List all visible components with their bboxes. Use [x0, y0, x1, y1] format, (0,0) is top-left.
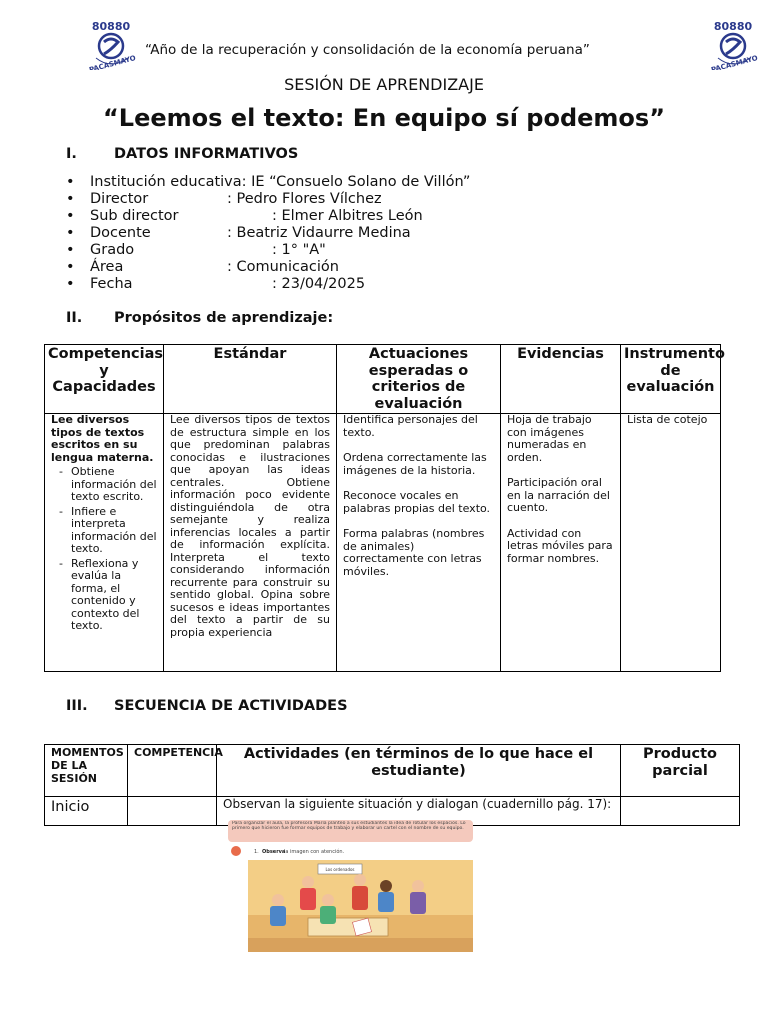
header-moments: MOMENTOS DE LA SESIÓN: [45, 745, 128, 797]
workbook-instruction: Para organizar el aula, la profesora María planteó a sus estudiantes la idea de rotular los espacios. Lo primero que hicieron fue formar equipos de trabajo y elaborar un cartel con el nombre de su equipo.: [232, 821, 466, 832]
standard-cell: Lee diversos tipos de textos de estructura simple en los que predominan palabras conocidas e ilustraciones que apoyan las ideas centrales. Obtiene información poco evidente distinguiéndola de otra semejante y realiza inferencias locales a partir de información explícita. Interpreta el texto considerando información recurrente para construir su sentido global. Opina sobre sucesos e ideas importantes del texto a partir de su propia experiencia: [164, 414, 337, 672]
instrument-cell: Lista de cotejo: [621, 414, 721, 672]
capacity-item: - Obtiene información del texto escrito.: [71, 466, 157, 504]
logo-city-text: PACASMAYO: [88, 53, 137, 70]
info-label: Institución educativa: IE “Consuelo Solano de Villón”: [90, 174, 471, 190]
criterion-item: Ordena correctamente las imágenes de la historia.: [343, 451, 487, 477]
info-item-date: [66, 276, 470, 293]
header-standard: Estándar: [164, 345, 337, 414]
info-value: : 23/04/2025: [272, 276, 366, 292]
info-value: : Comunicación: [227, 259, 339, 275]
table-header-row: [45, 345, 721, 414]
section-heading-sequence: [66, 698, 348, 714]
info-item-subdirector: [66, 208, 470, 225]
activity-cell: Observan la siguiente situación y dialogan (cuadernillo pág. 17):: [217, 797, 621, 826]
school-logo-right: [706, 16, 760, 70]
workbook-step-text: la imagen con atención.: [284, 849, 345, 855]
capacities-list: [51, 466, 157, 633]
info-label: Grado: [90, 242, 135, 258]
capacity-item: - Reflexiona y evalúa la forma, el contenido y contexto del texto.: [71, 558, 157, 633]
capacity-item: - Infiere e interpreta información del texto.: [71, 506, 157, 556]
competency-cell: [128, 797, 217, 826]
informative-data-list: [66, 174, 470, 293]
info-label: Sub director: [90, 208, 179, 224]
section-title: Propósitos de aprendizaje:: [114, 310, 334, 326]
evidence-item: Hoja de trabajo con imágenes numeradas en orden.: [507, 413, 592, 464]
info-value: : Elmer Albitres León: [272, 208, 423, 224]
logo-number-text: 80880: [713, 20, 753, 33]
learning-purposes-table: [44, 344, 725, 672]
session-label: SESIÓN DE APRENDIZAJE: [284, 75, 484, 94]
logo-city-text: PACASMAYO: [710, 53, 759, 70]
competency-cell: [45, 414, 164, 672]
section-heading-informative: [66, 146, 298, 162]
criteria-cell: [337, 414, 501, 672]
document-title: “Leemos el texto: En equipo sí podemos”: [103, 104, 665, 132]
info-item-grade: [66, 242, 470, 259]
info-item-teacher: [66, 225, 470, 242]
info-item-school: [66, 174, 470, 191]
section-title: SECUENCIA DE ACTIVIDADES: [114, 698, 348, 714]
section-title: DATOS INFORMATIVOS: [114, 146, 299, 162]
header-activities: Actividades (en términos de lo que hace el estudiante): [217, 745, 621, 797]
evidence-item: Actividad con letras móviles para formar nombres.: [507, 526, 613, 565]
criterion-item: Reconoce vocales en palabras propias del texto.: [343, 489, 491, 515]
header-partial-product: Producto parcial: [621, 745, 740, 797]
header-instrument: Instrumento de evaluación: [621, 345, 721, 414]
moment-cell: Inicio: [45, 797, 128, 826]
info-label: Director: [90, 191, 149, 207]
section-number: II.: [66, 310, 83, 326]
criterion-item: Forma palabras (nombres de animales) correctamente con letras móviles.: [343, 527, 485, 578]
workbook-step-bold: Observa: [262, 849, 286, 855]
section-number: I.: [66, 146, 77, 162]
evidences-cell: [501, 414, 621, 672]
evidence-item: Participación oral en la narración del cuento.: [507, 476, 610, 514]
criterion-item: Identifica personajes del texto.: [343, 413, 478, 439]
info-label: Área: [90, 259, 124, 275]
workbook-illustration: [228, 820, 473, 952]
workbook-step-number: 1.: [254, 849, 259, 855]
table-header-row: [45, 745, 740, 797]
product-cell: [621, 797, 740, 826]
header-competency: COMPETENCIA: [128, 745, 217, 797]
info-label: Fecha: [90, 276, 133, 292]
activity-sequence-table: [44, 744, 740, 826]
header-competencies: Competencias y Capacidades: [45, 345, 164, 414]
school-logo-left: [84, 16, 138, 70]
info-value: : 1° "A": [272, 242, 326, 258]
table-row: [45, 414, 721, 672]
section-heading-purposes: [66, 310, 333, 326]
info-value: : Pedro Flores Vílchez: [227, 191, 382, 207]
header-evidences: Evidencias: [501, 345, 621, 414]
section-number: III.: [66, 698, 88, 714]
competency-title: Lee diversos tipos de textos escritos en su lengua materna.: [51, 413, 154, 464]
year-motto: “Año de la recuperación y consolidación de la economía peruana”: [145, 42, 590, 58]
info-item-director: [66, 191, 470, 208]
logo-number-text: 80880: [91, 20, 131, 33]
info-label: Docente: [90, 225, 151, 241]
header-criteria: Actuaciones esperadas o criterios de evaluación: [337, 345, 501, 414]
info-item-area: [66, 259, 470, 276]
info-value: : Beatriz Vidaurre Medina: [227, 225, 411, 241]
workbook-sign-text: Los ordenados: [325, 867, 355, 872]
